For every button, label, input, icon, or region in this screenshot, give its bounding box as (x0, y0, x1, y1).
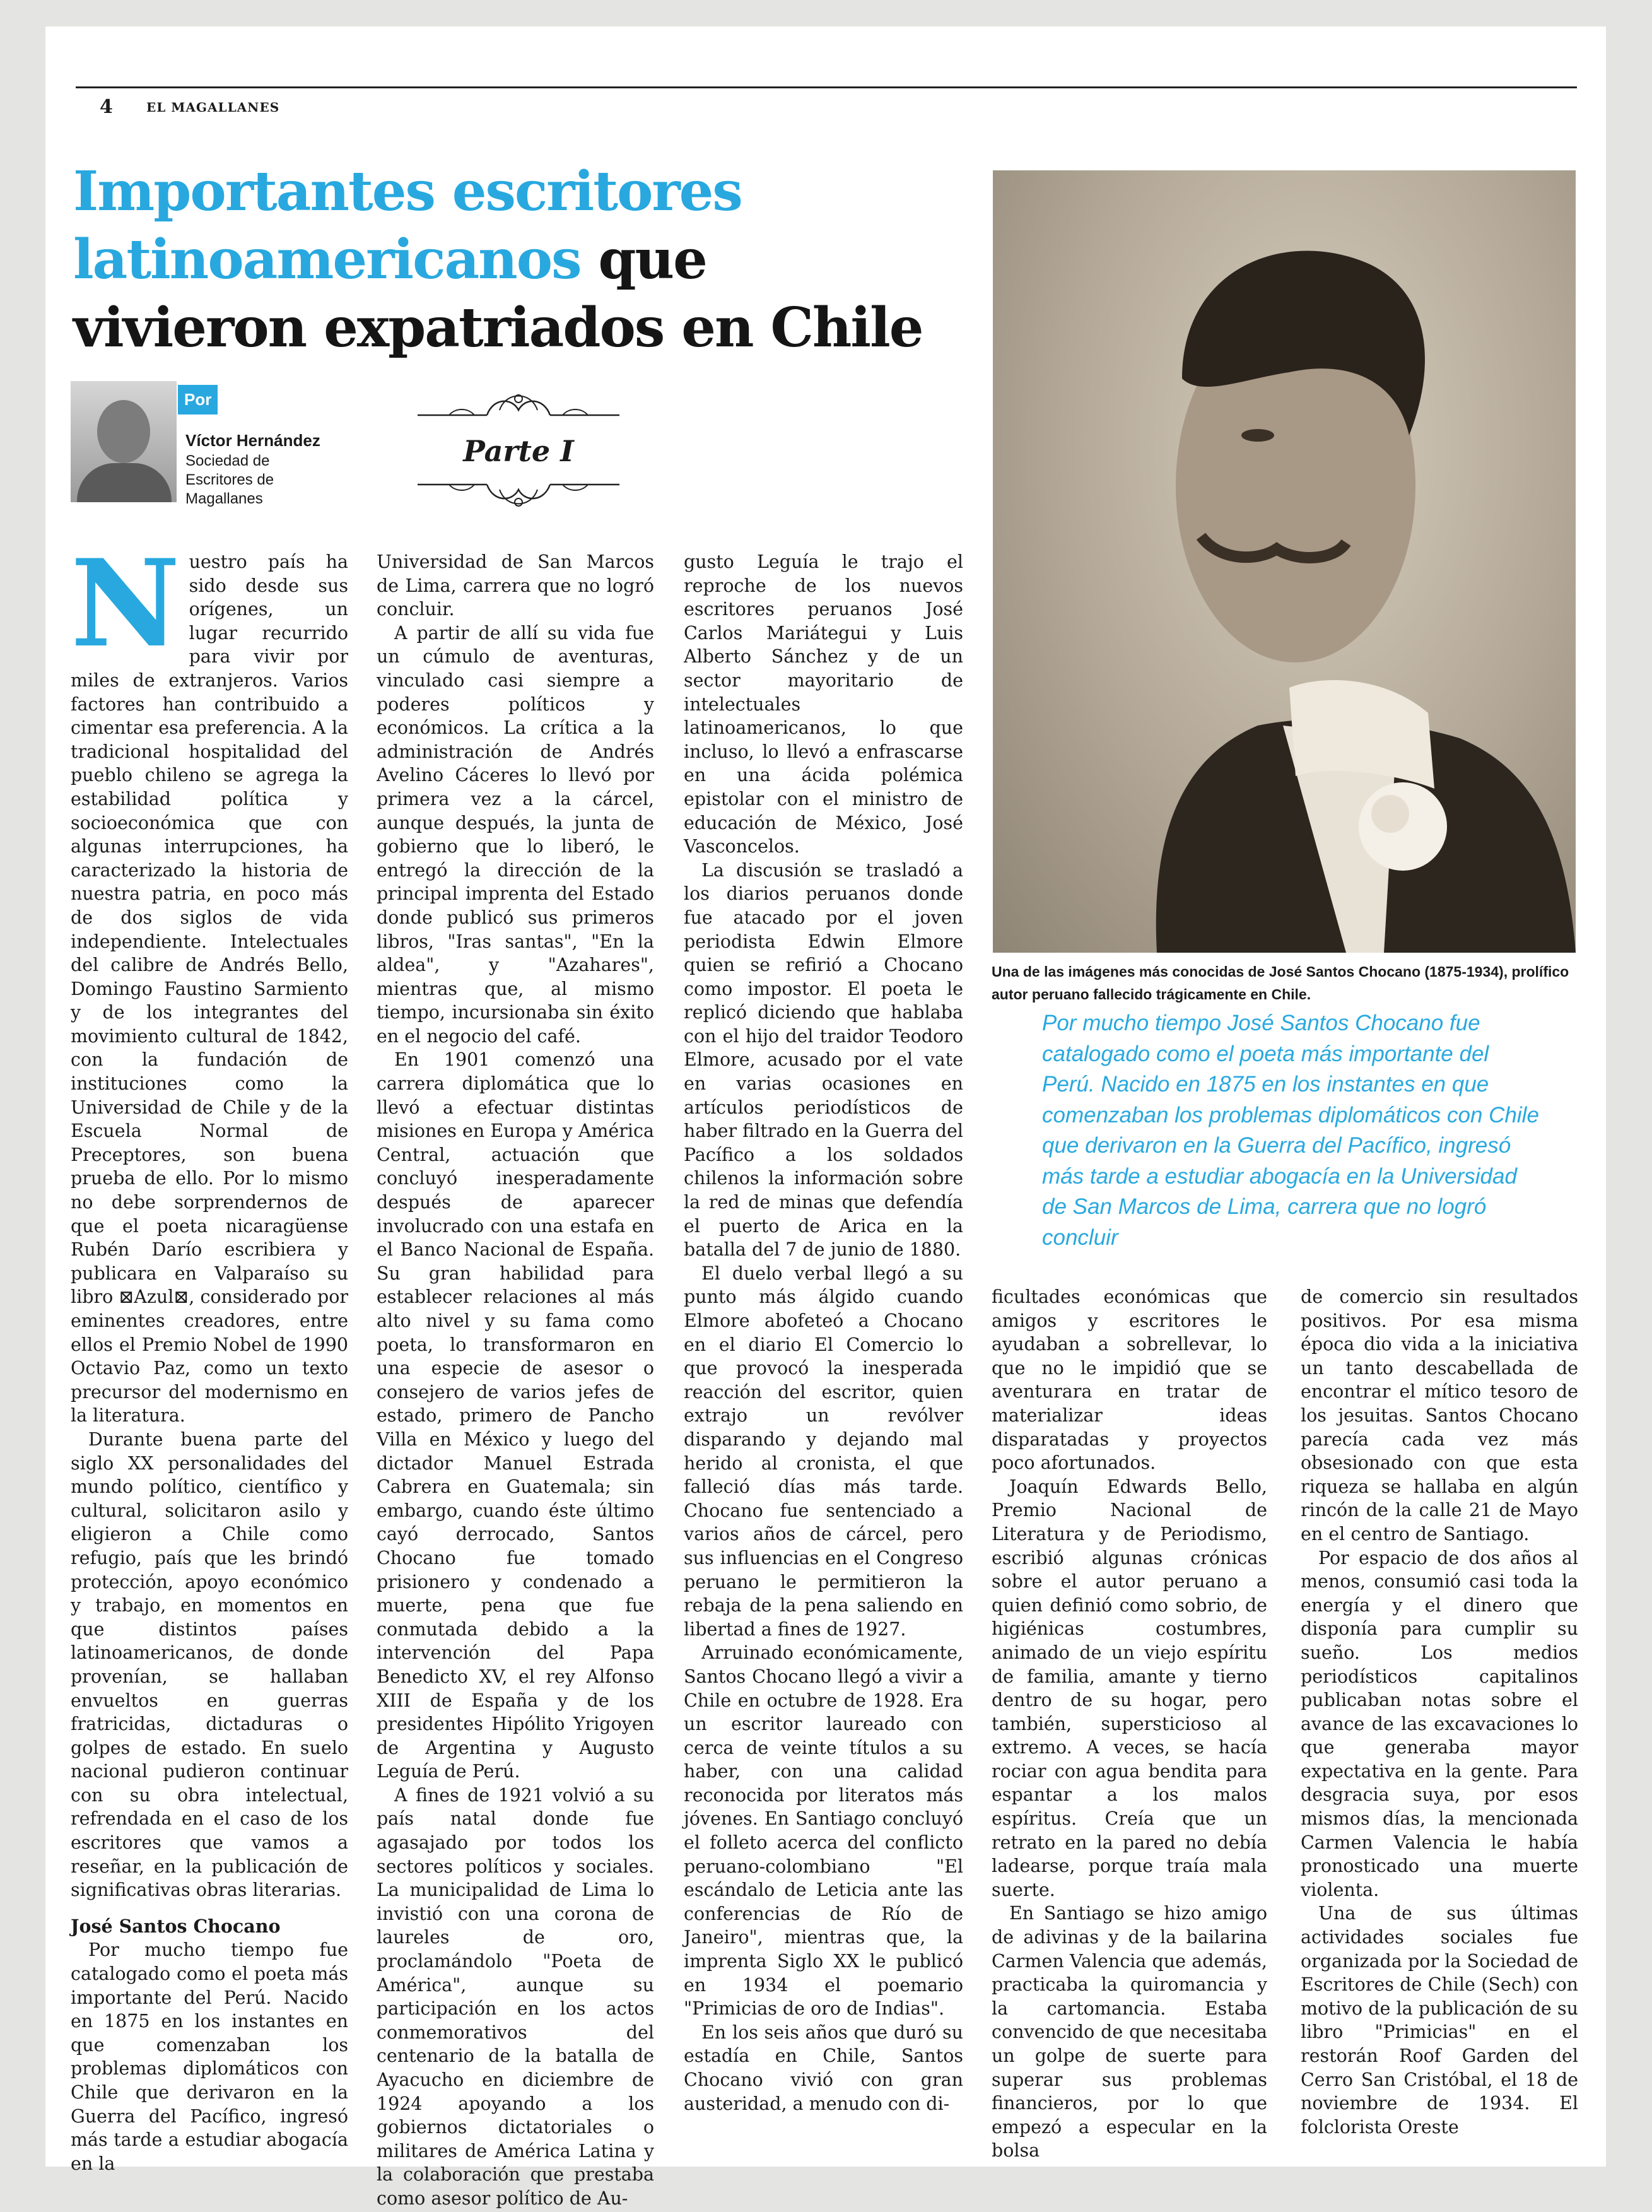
article-column-4 (992, 1285, 1267, 2163)
headline-part-4: vivieron expatriados en Chile (73, 296, 923, 360)
paragraph: Por mucho tiempo fue catalogado como el poeta más importante del Perú. Nacido en 1875 en los instantes en que comenzaban los problemas diplomáticos con Chile que derivaron en la Guerra del Pacífico, ingresó más tarde a estudiar abogacía en la (71, 1939, 348, 2174)
paragraph: A fines de 1921 volvió a su país natal donde fue agasajado por todos los sectores políticos y sociales. La municipalidad de Lima lo invistió con una corona de laureles de oro, proclamándolo "Poeta de América", aunque su participación en los actos conmemorativos del centenario de la batalla de Ayacucho en diciembre de 1924 apoyando a los gobiernos dictatoriales o militares de América Latina y la colaboración que prestaba como asesor político de Au- (377, 1784, 654, 2209)
ornament-top-icon (411, 385, 626, 429)
paragraph: Una de sus últimas actividades sociales fue organizada por la Sociedad de Escritores de Chile (Sech) con motivo de la publicación de su libro "Primicias" en el restorán Roof Garden del Cerro San Cristóbal, el 18 de noviembre de 1934. El folclorista Oreste (1301, 1903, 1578, 2138)
author-affiliation: Sociedad de Escritores de Magallanes (185, 452, 274, 507)
headline (73, 158, 988, 362)
publication-name: EL MAGALLANES (146, 100, 280, 115)
paragraph: Durante buena parte del siglo XX personalidades del mundo político, científico y cultural, solicitaron asilo y eligieron a Chile como refugio, país que les brindó protección, apoyo económico y trabajo, en momentos en que distintos países latinoamericanos, de donde provenían, se hallaban envueltos en guerras fratricidas, dictaduras o golpes de estado. En suelo nacional pudieron continuar con su obra intelectual, refrendada en el caso de los escritores que vamos a reseñar, en la publicación de significativas obras literarias. (71, 1428, 348, 1901)
paragraph: En los seis años que duró su estadía en Chile, Santos Chocano vivió con gran austeridad, a menudo con di- (684, 2021, 963, 2114)
article-column-1 (71, 533, 348, 2175)
headline-part-3: que (580, 228, 706, 291)
page-number: 4 (100, 96, 113, 118)
paragraph: En 1901 comenzó una carrera diplomática que lo llevó a efectuar distintas misiones en Europa y América Central, actuación que concluyó inesperadamente después de aparecer involucrado con una estafa en el Banco Nacional de España. Su gran habilidad para establecer relaciones al más alto nivel y su fama como poeta, lo transformaron en una especie de asesor o consejero de varios jefes de estado, primero de Pancho Villa en México y luego del dictador Manuel Estrada Cabrera en Guatemala; sin embargo, cuando éste último cayó derrocado, Santos Chocano fue tomado prisionero y condenado a muerte, pena que fue conmutada debido a la intervención del Papa Benedicto XV, el rey Alfonso XIII de España y de los presidentes Hipólito Yrigoyen de Argentina y Augusto Leguía de Perú. (377, 1049, 654, 1782)
paragraph: En Santiago se hizo amigo de adivinas y de la bailarina Carmen Valencia que además, practicaba la quiromancia y la cartomancia. Estaba convencido de que necesitaba un golpe de suerte para superar sus problemas financieros, por lo que empezó a especular en la bolsa (992, 1903, 1267, 2162)
author-name: Víctor Hernández (185, 431, 320, 450)
ornament-bottom-icon (411, 472, 626, 516)
paragraph: gusto Leguía le trajo el reproche de los nuevos escritores peruanos José Carlos Mariátegui y Luis Alberto Sánchez y de un sector mayoritario de intelectuales latinoamericanos, lo que incluso, lo llevó a enfrascarse en una ácida polémica epistolar con el ministro de educación de México, José Vasconcelos. (684, 551, 963, 857)
paragraph: Joaquín Edwards Bello, Premio Nacional de Literatura y de Periodismo, escribió algunas crónicas sobre el autor peruano a quien definió como sobrio, de higiénicas costumbres, animado de un viejo espíritu de familia, amante y tierno dentro de su hogar, pero también, supersticioso al extremo. A veces, se hacía rociar con agua bendita para espantar a los malos espíritus. Creía que un retrato en la pared no debía ladearse, porque traía mala suerte. (992, 1476, 1267, 1900)
pull-quote: Por mucho tiempo José Santos Chocano fue catalogado como el poeta más importante del Perú. Nacido en 1875 en los instantes en que comenzaban los problemas diplomáticos con Chile que derivaron en la Guerra del Pacífico, ingresó más tarde a estudiar abogacía en la Universidad de San Marcos de Lima, carrera que no logró concluir (1042, 1011, 1539, 1250)
header-rule (76, 86, 1577, 88)
headline-part-2: latinoamericanos (73, 228, 581, 291)
paragraph: El duelo verbal llegó a su punto más álgido cuando Elmore abofeteó a Chocano en el diario El Comercio lo que provocó la inesperada reacción del escritor, quien extrajo un revólver disparando y dejando mal herido al cronista, el que falleció días más tarde. Chocano fue sentenciado a varios años de cárcel, pero sus influencias en el Congreso peruano le permitieron la rebaja de la pena saliendo en libertad a fines de 1927. (684, 1262, 963, 1640)
paragraph: ficultades económicas que amigos y escritores le ayudaban a sobrellevar, lo que no le impidió que se aventurara en tratar de materializar ideas disparatadas y proyectos poco afortunados. (992, 1286, 1267, 1474)
section-ornament (411, 385, 626, 511)
headline-part-1: Importantes escritores (73, 160, 742, 223)
paragraph: de comercio sin resultados positivos. Por esa misma época dio vida a la iniciativa un tanto descabellada de encontrar el mítico tesoro de los jesuitas. Santos Chocano parecía cada vez más obsesionado con que esta riqueza se hallaba en algún rincón de la calle 21 de Mayo en el centro de Santiago. (1301, 1286, 1578, 1544)
author-photo (71, 381, 177, 502)
article-column-2 (377, 550, 654, 2211)
drop-cap: N (71, 533, 180, 674)
paragraph: Por espacio de dos años al menos, consumió casi toda la energía y el dinero que disponía para cumplir su sueño. Los medios periodísticos capitalinos publicaban notas sobre el avance de las excavaciones lo que generaba mayor expectativa en la gente. Para desgracia suya, por esos mismos días, la mencionada Carmen Valencia le había pronosticado una muerte violenta. (1301, 1547, 1578, 1900)
paragraph: La discusión se trasladó a los diarios peruanos donde fue atacado por el joven periodista Edwin Elmore quien se refirió a Chocano como impostor. El poeta le replicó diciendo que hablaba con el hijo del traidor Teodoro Elmore, acusado por el vate en varias ocasiones en artículos periodísticos de haber filtrado en la Guerra del Pacífico a los soldados chilenos la información sobre la red de minas que defendía el puerto de Arica en la batalla del 7 de junio de 1880. (684, 859, 963, 1261)
paragraph: A partir de allí su vida fue un cúmulo de aventuras, vinculado casi siempre a poderes políticos y económicos. La crítica a la administración de Andrés Avelino Cáceres lo llevó por primera vez a la cárcel, aunque después, la junta de gobierno que lo liberó, le entregó la dirección de la principal imprenta del Estado donde publicó sus primeros libros, "Iras santas", "En la aldea", y "Azahares", mientras que, al mismo tiempo, incursionaba sin éxito en el negocio del café. (377, 622, 654, 1047)
paragraph: uestro país ha sido desde sus orígenes, un lugar recurrido para vivir por miles de extranjeros. Varios factores han contribuido a cimentar esa preferencia. A la tradicional hospitalidad del pueblo chileno se agrega la estabilidad política y socioeconómica que con algunas interrupciones, ha caracterizado la historia de nuestra patria, en poco más de dos siglos de vida independiente. Intelectuales del calibre de Andrés Bello, Domingo Faustino Sarmiento y de los integrantes del movimiento cultural de 1842, con la fundación de instituciones como la Universidad de Chile y de la Escuela Normal de Preceptores, son buena prueba de ello. Por lo mismo no debe sorprendernos de que el poeta nicaragüense Rubén Darío escribiera y publicara en Valparaíso su libro ⊠Azul⊠, considerado por eminentes creadores, entre ellos el Premio Nobel de 1990 Octavio Paz, como un texto precursor del modernismo en la literatura. (71, 551, 348, 1427)
paragraph: Arruinado económicamente, Santos Chocano llegó a vivir a Chile en octubre de 1928. Era un escritor laureado con cerca de veinte títulos a su haber, con una calidad reconocida por literatos más jóvenes. En Santiago concluyó el folleto acerca del conflicto peruano-colombiano "El escándalo de Leticia ante las conferencias de Río de Janeiro", mientras que, la imprenta Siglo XX le publicó en 1934 el poemario "Primicias de oro de Indias". (684, 1642, 963, 2020)
subheading: José Santos Chocano (71, 1915, 281, 1937)
newspaper-page (45, 26, 1606, 2209)
byline-badge: Por (178, 385, 218, 415)
section-label: Parte I (463, 434, 574, 468)
photo-caption: Una de las imágenes más conocidas de José Santos Chocano (1875-1934), prolífico autor peruano fallecido trágicamente en Chile. (992, 963, 1569, 1003)
portrait-photo (993, 170, 1576, 953)
article-column-3 (684, 550, 963, 2115)
article-column-5 (1301, 1285, 1578, 2139)
paragraph: Universidad de San Marcos de Lima, carrera que no logró concluir. (377, 551, 654, 620)
